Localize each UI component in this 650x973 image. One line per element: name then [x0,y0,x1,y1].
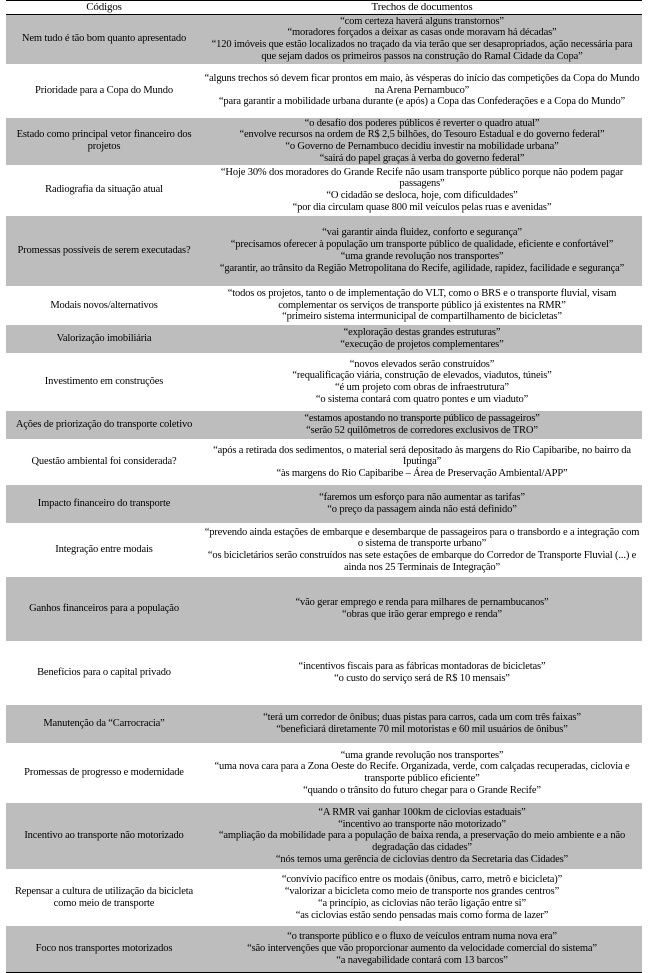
excerpt-quote: “beneficiará diretamente 70 mil motoristas e 60 mil usuários de ônibus” [276,724,568,736]
excerpts-cell [202,704,642,744]
table-row [6,524,642,576]
code-cell: Modais novos/alternativos [6,287,202,324]
excerpt-quote: “O cidadão se desloca, hoje, com dificuldades” [326,190,518,202]
excerpts-cell [202,870,642,925]
table-row [6,870,642,925]
table-row [6,117,642,166]
excerpt-quote: “incentivos fiscais para as fábricas montadoras de bicicletas” [298,661,546,673]
code-cell: Nem tudo é tão bom quanto apresentado [6,15,202,65]
table-header-row [6,1,642,15]
excerpt-quote: “o preço da passagem ainda não está definido” [327,504,517,516]
excerpt-quote: “obras que irão gerar emprego e renda” [342,609,502,621]
excerpt-quote: “com certeza haverá alguns transtornos” [340,15,504,27]
code-cell: Promessas possíveis de serem executadas? [6,215,202,287]
excerpt-quote: “os bicicletários serão construídos nas sete estações de embarque do Corredor de Transporte Fluvial (...) e ainda nos 25 Terminais de Integração” [207,550,637,574]
excerpt-quote: “novos elevados serão construídos” [349,358,495,370]
excerpt-quote: “precisamos oferecer à população um transporte público de qualidade, eficiente e confortável” [230,239,614,251]
excerpt-quote: “ampliação da mobilidade para a população de baixa renda, a preservação do meio ambiente e a não degradação das cidades” [218,830,626,854]
excerpt-quote: “as ciclovias estão sendo pensadas mais como forma de lazer” [295,909,549,921]
code-cell: Incentivo ao transporte não motorizado [6,802,202,870]
excerpt-quote: “prevendo ainda estações de embarque e desembarque de passageiros para o transbordo e a integração com o sistema de transporte urbano” [204,526,640,550]
excerpts-cell [202,484,642,524]
excerpts-cell [202,117,642,166]
excerpt-quote: “o Governo de Pernambuco decidiu investir na mobilidade urbana” [285,141,559,153]
excerpt-quote: “o desafio dos poderes públicos é reverter o quadro atual” [304,117,540,129]
excerpt-quote: “terá um corredor de ônibus; duas pistas para carros, cada um com três faixas” [263,712,581,724]
code-cell: Radiografia da situação atual [6,166,202,215]
excerpt-quote: “uma grande revolução nos transportes” [340,250,504,262]
excerpt-quote: “o transporte público e o fluxo de veículos entram numa nova era” [287,931,557,943]
excerpt-quote: “convívio pacífico entre os modais (ônibus, carro, metrô e bicicleta)” [281,874,563,886]
excerpt-quote: “o custo do serviço será de R$ 10 mensais” [334,673,510,685]
excerpt-quote: “exploração destas grandes estruturas” [343,327,501,339]
excerpt-quote: “garantir, ao trânsito da Região Metropolitana do Recife, agilidade, rapidez, facilidade e segurança” [219,262,625,274]
table-row [6,354,642,410]
excerpt-quote: “após a retirada dos sedimentos, o material será depositado às margens do Rio Capibaribe, no bairro da Iputinga” [213,444,631,468]
table-row [6,65,642,117]
excerpts-cell [202,65,642,117]
table-row [6,484,642,524]
excerpt-quote: “sairá do papel graças à verba do governo federal” [319,152,525,164]
table-row [6,15,642,65]
code-cell: Estado como principal vetor financeiro dos projetos [6,117,202,166]
code-cell: Prioridade para a Copa do Mundo [6,65,202,117]
excerpt-quote: “uma nova cara para a Zona Oeste do Recife. Organizada, verde, com calçadas recuperadas, ciclovia e transporte público eficiente” [214,761,630,785]
excerpts-cell [202,576,642,642]
excerpt-quote: “por dia circulam quase 800 mil veículos pelas ruas e avenidas” [292,202,552,214]
code-cell: Ganhos financeiros para a população [6,576,202,642]
excerpt-quote: “a navegabilidade contará com 13 barcos” [336,954,508,966]
excerpts-cell [202,215,642,287]
excerpt-quote: “estamos apostando no transporte público de passageiros” [304,413,540,425]
excerpt-quote: “o sistema contará com quatro pontes e um viaduto” [315,394,529,406]
excerpt-quote: “120 imóveis que estão localizados no traçado da via terão que ser desapropriados, ação necessária para que sejam dados os primeiros passos na construção do Ramal Cidade da Copa” [211,39,633,63]
table-row [6,215,642,287]
excerpt-quote: “são intervenções que vão proporcionar aumento da velocidade comercial do sistema” [247,943,597,955]
table-body [6,15,642,973]
code-cell: Manutenção da “Carrocracia” [6,704,202,744]
code-cell: Ações de priorização do transporte coletivo [6,410,202,440]
table-row [6,166,642,215]
code-cell: Foco nos transportes motorizados [6,925,202,972]
excerpts-cell [202,287,642,324]
excerpt-quote: “primeiro sistema intermunicipal de compartilhamento de bicicletas” [282,311,562,323]
code-cell: Repensar a cultura de utilização da bicicleta como meio de transporte [6,870,202,925]
table-row [6,410,642,440]
code-cell: Promessas de progresso e modernidade [6,744,202,802]
excerpt-quote: “requalificação viária, construção de elevados, viadutos, túneis” [292,370,552,382]
code-cell: Integração entre modais [6,524,202,576]
excerpt-quote: “a princípio, as ciclovias não terão ligação entre si” [318,897,526,909]
excerpts-cell [202,166,642,215]
excerpt-quote: “moradores forçados a deixar as casas onde moravam há décadas” [287,27,557,39]
excerpt-quote: “serão 52 quilômetros de corredores exclusivos de TRO” [306,425,538,437]
excerpt-quote: “vão gerar emprego e renda para milhares de pernambucanos” [295,597,549,609]
excerpt-quote: “alguns trechos só devem ficar prontos em maio, às vésperas do início das competições da Copa do Mundo na Arena Pernambuco” [204,72,640,96]
excerpt-quote: “A RMR vai ganhar 100km de ciclovias estaduais” [318,806,526,818]
table-row [6,802,642,870]
excerpts-cell [202,642,642,704]
excerpt-quote: “uma grande revolução nos transportes” [340,749,504,761]
excerpt-quote: “envolve recursos na ordem de R$ 2,5 bilhões, do Tesouro Estadual e do governo federal” [239,129,605,141]
code-cell: Investimento em construções [6,354,202,410]
table-row [6,704,642,744]
excerpts-cell [202,925,642,972]
excerpts-cell [202,802,642,870]
table-row [6,287,642,324]
table-row [6,324,642,354]
excerpts-cell [202,354,642,410]
code-cell: Valorização imobiliária [6,324,202,354]
header-excerpts: Trechos de documentos [202,1,642,15]
excerpt-quote: “para garantir a mobilidade urbana durante (e após) a Copa das Confederações e a Copa do Mundo” [218,96,626,108]
excerpt-quote: “vai garantir ainda fluidez, conforto e segurança” [322,227,522,239]
excerpts-cell [202,15,642,65]
excerpt-quote: “nós temos uma gerência de ciclovias dentro da Secretaria das Cidades” [275,853,569,865]
code-cell: Impacto financeiro do transporte [6,484,202,524]
excerpt-quote: “incentivo ao transporte não motorizado” [338,818,506,830]
excerpts-cell [202,410,642,440]
excerpts-cell [202,440,642,484]
excerpt-quote: “execução de projetos complementares” [340,339,504,351]
excerpt-quote: “quando o trânsito do futuro chegar para o Grande Recife” [303,785,541,797]
excerpts-cell [202,324,642,354]
excerpt-quote: “é um projeto com obras de infraestrutura” [335,382,509,394]
header-codes: Códigos [6,1,202,15]
excerpt-quote: “todos os projetos, tanto o de implementação do VLT, como o BRS e o transporte fluvial, visam complementar os serviços de transporte público já existentes na RMR” [227,287,617,311]
table-row [6,744,642,802]
excerpt-quote: “Hoje 30% dos moradores do Grande Recife não usam transporte público porque não podem pagar passagens” [220,166,624,190]
code-cell: Benefícios para o capital privado [6,642,202,704]
table-row [6,925,642,972]
excerpts-cell [202,744,642,802]
excerpt-quote: “valorizar a bicicleta como meio de transporte nos grandes centros” [284,885,560,897]
table-row [6,642,642,704]
excerpt-quote: “faremos um esforço para não aumentar as tarifas” [319,492,525,504]
code-cell: Questão ambiental foi considerada? [6,440,202,484]
excerpt-quote: “às margens do Rio Capibaribe – Área de Preservação Ambiental/APP” [276,468,568,480]
codes-table [6,0,642,973]
table-row [6,576,642,642]
excerpts-cell [202,524,642,576]
table-row [6,440,642,484]
